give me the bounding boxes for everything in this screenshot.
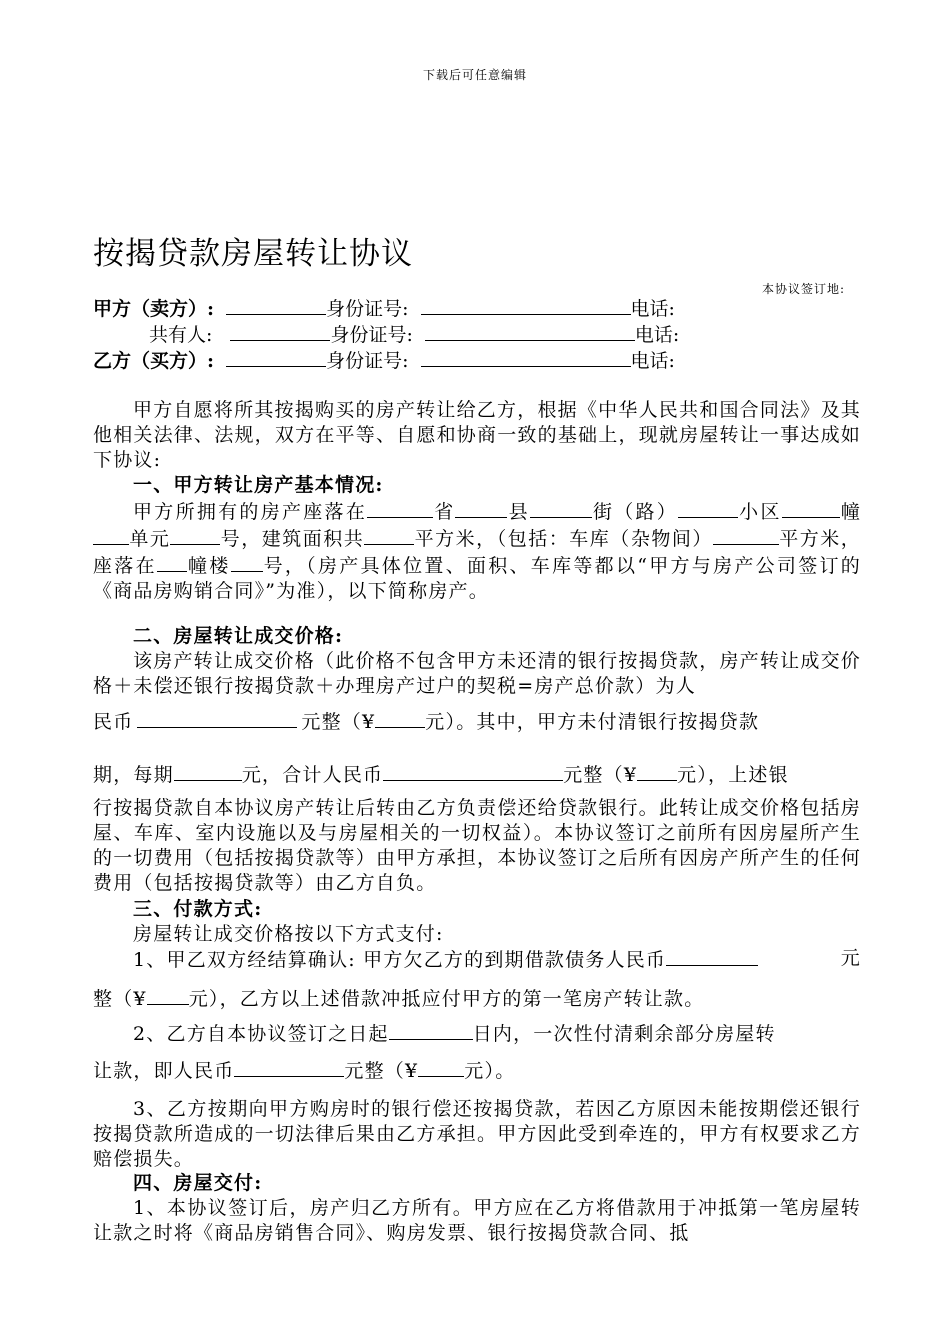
loan-total-blank[interactable] — [383, 761, 563, 781]
intro-paragraph: 甲方自愿将所其按揭购买的房产转让给乙方，根据《中华人民共和国合同法》及其他相关法律、法规，双方在平等、自愿和协商一致的基础上，现就房屋转让一事达成如下协议: — [93, 399, 861, 471]
remaining-rmb-blank[interactable] — [234, 1057, 344, 1077]
s1-text: 单元 — [129, 528, 171, 550]
party-a-id-blank[interactable] — [421, 297, 631, 315]
section-3-top — [93, 897, 861, 947]
co-owner-name-blank[interactable] — [230, 323, 330, 341]
s1-text: 平方米，座落在 — [93, 528, 861, 577]
garage-area-blank[interactable] — [713, 525, 779, 545]
s2-text: 民币 — [93, 711, 134, 733]
price-rmb-blank[interactable] — [137, 708, 297, 728]
s1-text: 号，建筑面积共 — [220, 528, 365, 550]
s3-text: 元 — [840, 947, 861, 969]
section-2-paragraph-2: 行按揭贷款自本协议房产转让后转由乙方负责偿还给贷款银行。此转让成交价格包括房屋、车库、室内设施以及与房屋相关的一切权益）。本协议签订之前所有因房屋所产生的一切费用（包括按揭贷款等）由甲方承担，本协议签订之后所有因房产所产生的任何费用（包括按揭贷款等）由乙方自负。 — [93, 797, 861, 894]
building-blank[interactable] — [782, 498, 840, 518]
street-blank[interactable] — [530, 498, 592, 518]
co-owner-label: 共有人: — [149, 324, 213, 346]
party-b-id-label: 身份证号: — [326, 350, 409, 372]
party-a-label: 甲方（卖方）: — [93, 298, 215, 320]
debt-amount-blank[interactable] — [666, 946, 758, 966]
s3-text: 日内，一次性付清剩余部分房屋转 — [472, 1023, 776, 1045]
s3-text: 2、乙方自本协议签订之日起 — [133, 1023, 389, 1045]
garage-number-blank[interactable] — [231, 552, 263, 572]
room-number-blank[interactable] — [170, 525, 220, 545]
price-yen-blank[interactable] — [375, 708, 425, 728]
sign-place-label: 本协议签订地: — [762, 282, 846, 296]
s1-text: 平方米，（包括：车库（杂物间） — [414, 528, 713, 550]
party-a-name-blank[interactable] — [226, 297, 326, 315]
s3-text: 元）。 — [464, 1060, 516, 1082]
document-title: 按揭贷款房屋转让协议 — [93, 236, 413, 272]
s3-text: 整（¥ — [93, 988, 147, 1010]
s2-text: 元，合计人民币 — [241, 764, 384, 786]
s1-text: 省 — [433, 501, 456, 523]
party-a-row — [93, 297, 675, 321]
s1-text: 街（路） — [591, 501, 679, 523]
s2-text: 元）。其中，甲方未付清银行按揭贷款 — [425, 711, 760, 733]
section-4-paragraph-1: 1、本协议签订后，房产归乙方所有。甲方应在乙方将借款用于冲抵第一笔房屋转让款之时将《商品房销售合同》、购房发票、银行按揭贷款合同、抵 — [93, 1197, 861, 1244]
remaining-yen-blank[interactable] — [418, 1057, 464, 1077]
section-2-heading: 二、房屋转让成交价格: — [133, 625, 344, 647]
payment-item-1 — [93, 946, 861, 973]
section-3-intro: 房屋转让成交价格按以下方式支付: — [133, 923, 444, 945]
s1-text: 号，（房产具体位置、面积、车库等都以“甲方与房产公司签订的《商品房购销合同》”为准），以下简称房产。 — [93, 555, 861, 602]
s2-text: 元整（¥ — [301, 711, 376, 733]
price-line — [93, 708, 861, 735]
section-2-top — [93, 624, 861, 699]
payment-item-2-cont — [93, 1057, 861, 1084]
party-b-phone-label: 电话: — [630, 350, 675, 372]
payment-item-2 — [93, 1020, 861, 1047]
co-owner-id-label: 身份证号: — [330, 324, 413, 346]
loan-yen-blank[interactable] — [637, 761, 677, 781]
party-b-label: 乙方（买方）: — [93, 350, 215, 372]
s1-text: 幢 — [839, 501, 862, 523]
page-header: 下载后可任意编辑 — [422, 68, 527, 82]
days-blank[interactable] — [389, 1020, 473, 1040]
payment-item-3: 3、乙方按期向甲方购房时的银行偿还按揭贷款，若因乙方原因未能按期偿还银行按揭贷款所造成的一切法律后果由乙方承担。甲方因此受到牵连的，甲方有权要求乙方赔偿损失。 — [93, 1098, 861, 1170]
s1-text: 幢楼 — [186, 555, 231, 577]
area-blank[interactable] — [364, 525, 414, 545]
payment-item-1-cont — [93, 985, 861, 1012]
section-2-paragraph-1: 该房产转让成交价格（此价格不包含甲方未还清的银行按揭贷款，房产转让成交价格＋未偿还银行按揭贷款＋办理房产过户的契税=房产总价款）为人 — [93, 650, 861, 697]
s3-text: 1、甲乙双方经结算确认: 甲方欠乙方的到期借款债务人民币 — [133, 949, 667, 971]
co-owner-row — [149, 323, 679, 347]
community-blank[interactable] — [678, 498, 738, 518]
s3-text: 元），乙方以上述借款冲抵应付甲方的第一笔房产转让款。 — [188, 988, 705, 1010]
section-4-heading: 四、房屋交付: — [133, 1172, 263, 1194]
section-4 — [93, 1171, 861, 1246]
section-1-heading: 一、甲方转让房产基本情况: — [133, 474, 384, 496]
s1-text: 小区 — [738, 501, 782, 523]
loan-line — [93, 761, 861, 788]
intro-block — [93, 398, 861, 604]
s1-text: 县 — [507, 501, 530, 523]
s3-text: 让款，即人民币 — [93, 1060, 235, 1082]
party-a-phone-label: 电话: — [630, 298, 675, 320]
s2-text: 元），上述银 — [677, 764, 789, 786]
s1-text: 甲方所拥有的房产座落在 — [133, 501, 368, 523]
co-owner-id-blank[interactable] — [425, 323, 635, 341]
section-1-paragraph — [93, 498, 861, 604]
province-blank[interactable] — [367, 498, 433, 518]
garage-building-blank[interactable] — [157, 552, 187, 572]
party-a-id-label: 身份证号: — [326, 298, 409, 320]
loan-installment-blank[interactable] — [174, 761, 242, 781]
s2-text: 元整（¥ — [563, 764, 638, 786]
s3-text: 元整（¥ — [344, 1060, 419, 1082]
party-b-name-blank[interactable] — [226, 349, 326, 367]
county-blank[interactable] — [455, 498, 507, 518]
debt-yen-blank[interactable] — [147, 985, 189, 1005]
s2-text: 期，每期 — [93, 764, 174, 786]
co-owner-phone-label: 电话: — [634, 324, 680, 346]
party-b-row — [93, 349, 675, 373]
party-b-id-blank[interactable] — [421, 349, 631, 367]
unit-blank[interactable] — [93, 525, 129, 545]
section-3-heading: 三、付款方式: — [133, 898, 263, 920]
